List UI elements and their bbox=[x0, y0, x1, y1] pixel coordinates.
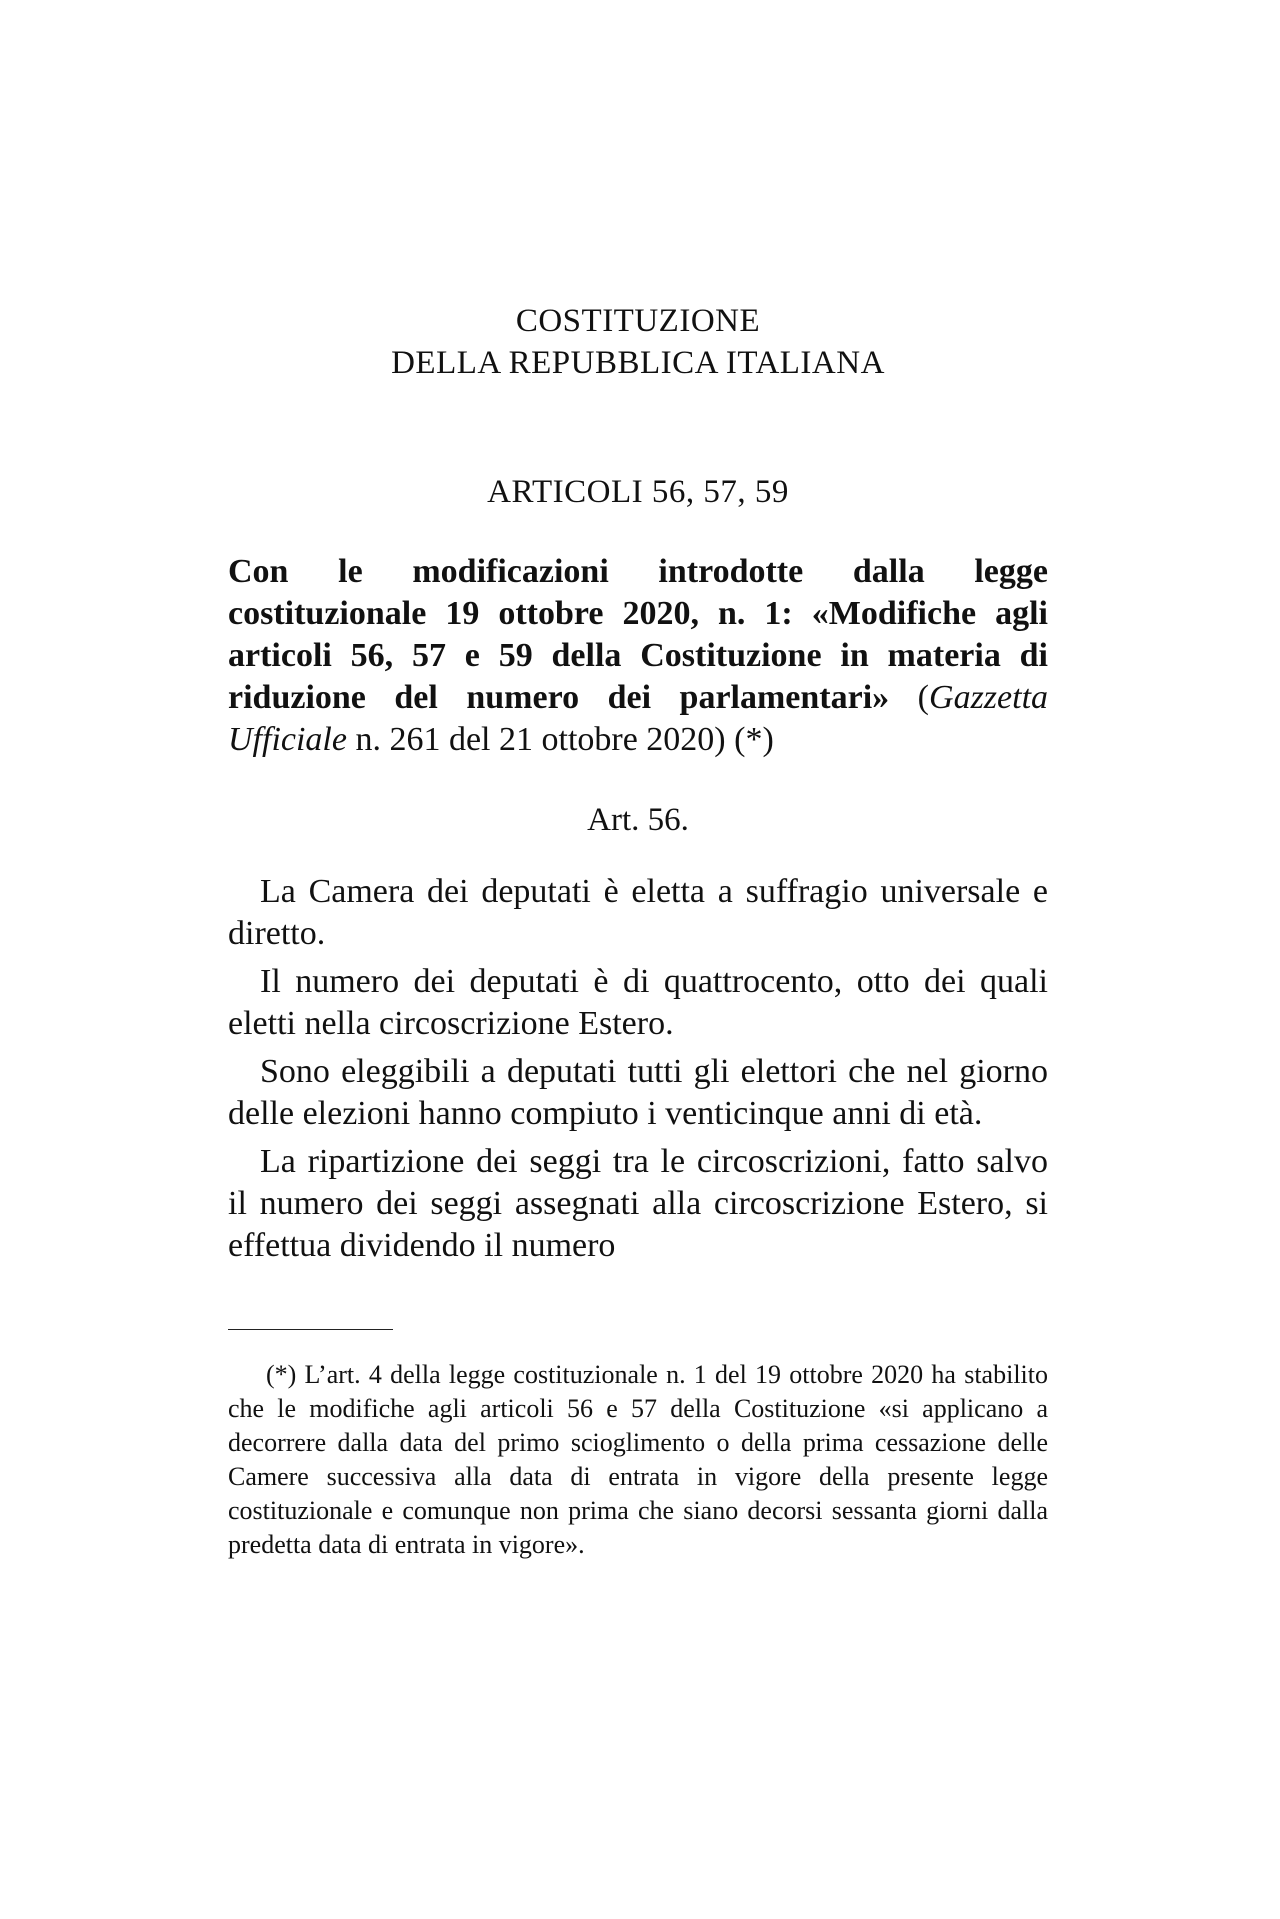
title-line-2: DELLA REPUBBLICA ITALIANA bbox=[391, 345, 885, 381]
article-heading: Art. 56. bbox=[587, 802, 689, 838]
intro-text-after-italic: n. 261 del 21 ottobre 2020) (*) bbox=[346, 721, 774, 758]
footnote-divider bbox=[228, 1329, 393, 1330]
article-paragraph-3: Sono eleggibili a deputati tutti gli elettori che nel giorno delle elezioni hanno compiuto i venticinque anni di età. bbox=[228, 1053, 1048, 1132]
article-paragraph-1: La Camera dei deputati è eletta a suffragio universale e diretto. bbox=[228, 873, 1048, 952]
intro-text-before-italic: ( bbox=[889, 679, 930, 716]
article-paragraph-2: Il numero dei deputati è di quattrocento, otto dei quali eletti nella circoscrizione Estero. bbox=[228, 963, 1048, 1042]
footnote: (*) L’art. 4 della legge costituzionale n. 1 del 19 ottobre 2020 ha stabilito che le modifiche agli articoli 56 e 57 della Costituzione «si applicano a decorrere dalla data del primo scioglimento o della prima cessazione delle Camere successiva alla data di entrata in vigore della presente legge costituzionale e comunque non prima che siano decorsi sessanta giorni dalla predetta data di entrata in vigore». bbox=[228, 1360, 1048, 1559]
intro-italic-text: Gazzetta Ufficiale bbox=[228, 679, 1049, 758]
title-line-1: COSTITUZIONE bbox=[515, 303, 761, 339]
document-title bbox=[228, 300, 1048, 384]
article-body bbox=[228, 871, 1048, 1267]
document-page bbox=[228, 300, 1048, 1562]
articles-heading: ARTICOLI 56, 57, 59 bbox=[487, 474, 789, 510]
intro-paragraph bbox=[228, 551, 1048, 761]
intro-bold-text: Con le modificazioni introdotte dalla legge costituzionale 19 ottobre 2020, n. 1: «Modifiche agli articoli 56, 57 e 59 della Costituzione in materia di riduzione del numero dei parlamentari» bbox=[228, 553, 1048, 716]
article-paragraph-4: La ripartizione dei seggi tra le circoscrizioni, fatto salvo il numero dei seggi assegnati alla circoscrizione Estero, si effettua dividendo il numero bbox=[228, 1143, 1048, 1264]
